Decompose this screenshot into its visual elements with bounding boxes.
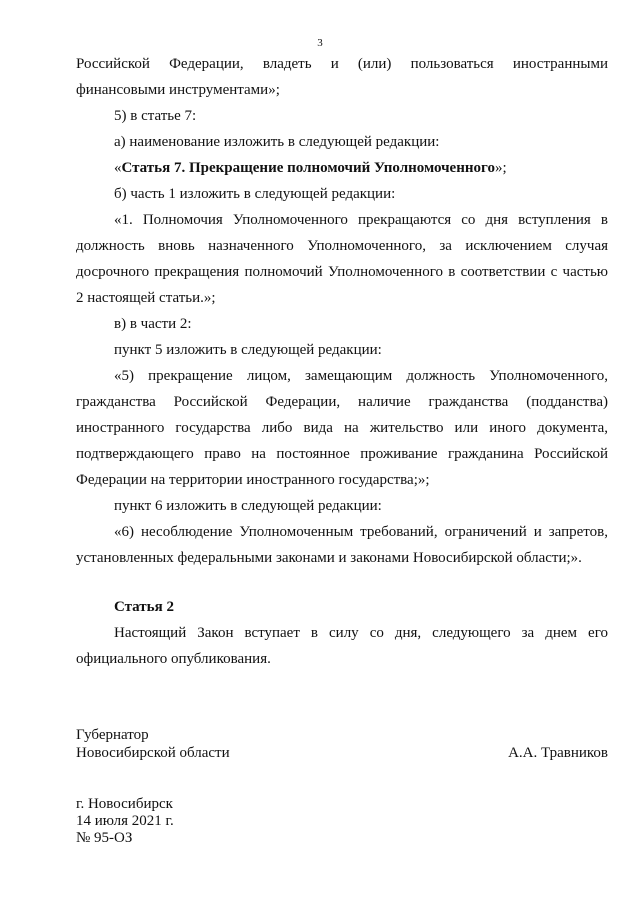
paragraph-point5-text: «5) прекращение лицом, замещающим должность Уполномоченного, гражданства Российской Федерации, наличие гражданства (подданства) иностранного государства либо вида на жительство или иного документа, подтверждающего право на постоянное проживание гражданина Российской Федерации на территории иностранного государства;»; [76,368,608,488]
document-body [76,51,608,571]
document-footer [76,796,174,847]
paragraph-point6-intro: пункт 6 изложить в следующей редакции: [114,498,382,514]
footer-date: 14 июля 2021 г. [76,813,174,829]
footer-city: г. Новосибирск [76,796,173,812]
paragraph-item-5: 5) в статье 7: [114,108,197,124]
signature-block [76,726,608,762]
paragraph-point6-text: «6) несоблюдение Уполномоченным требований, ограничений и запретов, установленных федеральными законами и законами Новосибирской области;». [76,524,608,566]
paragraph-item-a: а) наименование изложить в следующей редакции: [114,134,440,150]
paragraph-point5-intro: пункт 5 изложить в следующей редакции: [114,342,382,358]
signature-row [76,744,608,762]
article7-title-bold: Статья 7. Прекращение полномочий Уполномоченного [121,160,495,176]
signature-title-line1: Губернатор [76,727,149,743]
article2-text: Настоящий Закон вступает в силу со дня, следующего за днем его официального опубликования. [76,625,608,667]
paragraph-article7-title [76,155,608,181]
article2-heading: Статья 2 [114,599,174,615]
page-number: 3 [317,37,323,49]
signature-title-line2: Новосибирской области [76,745,230,761]
signatory-name: А.А. Травников [508,745,608,761]
quote-open: « [114,160,122,176]
paragraph-continuation: Российской Федерации, владеть и (или) пользоваться иностранными финансовыми инструментами»; [76,56,608,98]
footer-law-number: № 95-ОЗ [76,830,133,846]
paragraph-item-b: б) часть 1 изложить в следующей редакции: [114,186,396,202]
paragraph-part1-text: «1. Полномочия Уполномоченного прекращаются со дня вступления в должность вновь назначенного Уполномоченного, за исключением случая досрочного прекращения полномочий Уполномоченного в соответствии с частью 2 настоящей статьи.»; [76,212,608,306]
quote-close: »; [494,160,507,176]
paragraph-item-v: в) в части 2: [114,316,192,332]
